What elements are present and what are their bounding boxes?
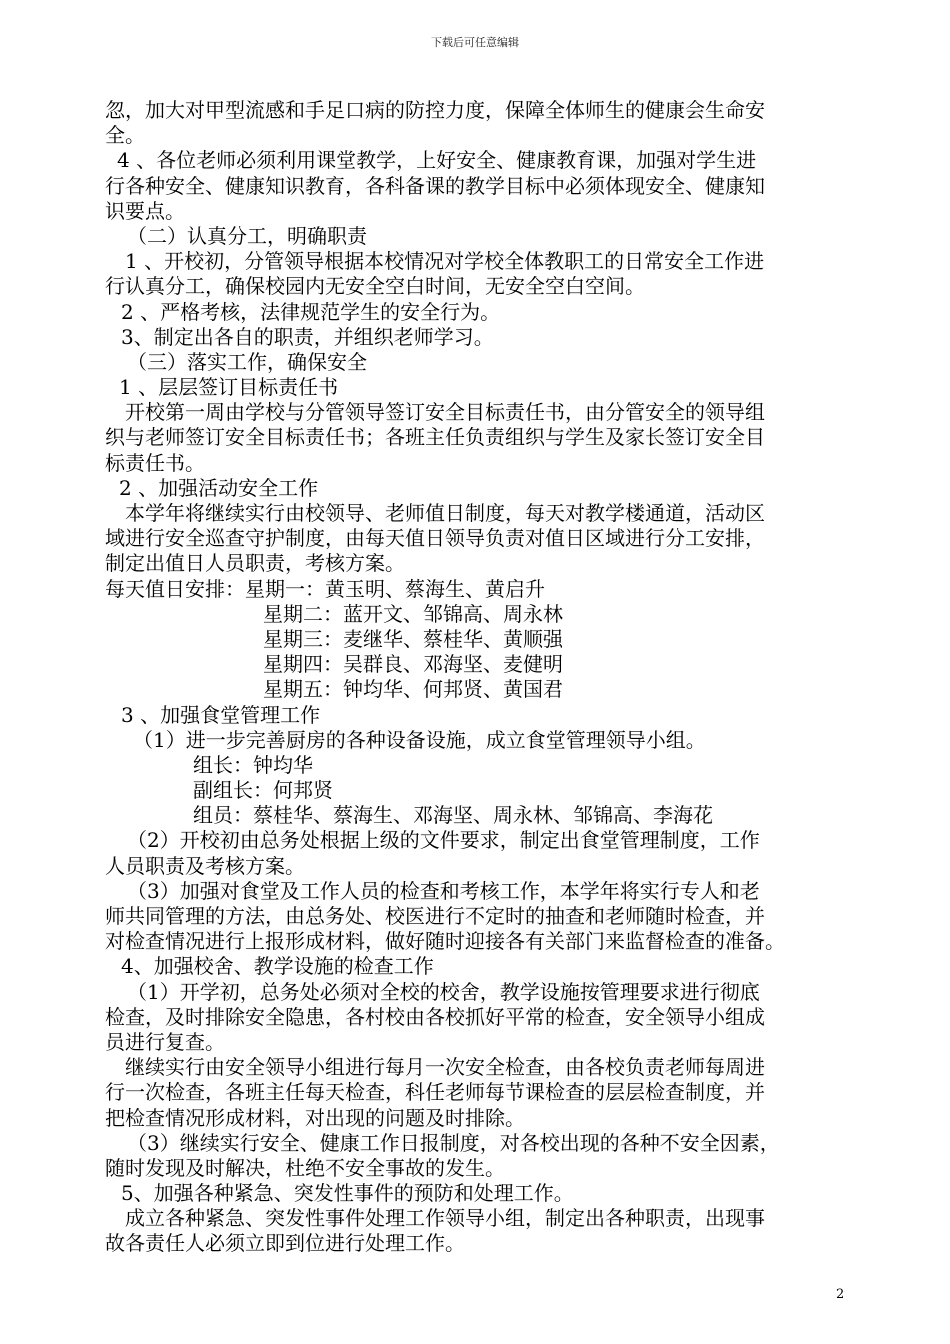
document-body	[105, 98, 853, 1257]
text-line: 行各种安全、健康知识教育，各科备课的教学目标中必须体现安全、健康知	[105, 173, 765, 198]
text-line: 4 、各位老师必须利用课堂教学，上好安全、健康教育课，加强对学生进	[117, 148, 757, 173]
text-line: 师共同管理的方法，由总务处、校医进行不定时的抽查和老师随时检查，并	[105, 904, 765, 928]
page-header: 下载后可任意编辑	[431, 36, 519, 49]
text-line: 标责任书。	[105, 450, 205, 475]
text-line: （1）进一步完善厨房的各种设备设施，成立食堂管理领导小组。	[133, 727, 706, 752]
text-line: 星期四：吴群良、邓海坚、麦健明	[263, 652, 563, 677]
text-line: 员进行复查。	[105, 1029, 225, 1054]
text-line: 每天值日安排：星期一：黄玉明、蔡海生、黄启升	[105, 576, 545, 601]
text-line: 域进行安全巡查守护制度，由每天值日领导负责对值日区域进行分工安排，	[105, 526, 765, 551]
text-line: 5、加强各种紧急、突发性事件的预防和处理工作。	[121, 1181, 574, 1206]
text-line: 成立各种紧急、突发性事件处理工作领导小组，制定出各种职责，出现事	[125, 1206, 765, 1231]
text-line: （1）开学初，总务处必须对全校的校舍，教学设施按管理要求进行彻底	[127, 979, 760, 1004]
text-line: 星期五：钟均华、何邦贤、黄国君	[263, 677, 563, 702]
text-line: 故各责任人必须立即到位进行处理工作。	[105, 1231, 465, 1256]
text-line: （三）落实工作，确保安全	[127, 349, 367, 374]
text-line: 星期二：蓝开文、邹锦高、周永林	[263, 601, 563, 626]
text-line: 开校第一周由学校与分管领导签订安全目标责任书，由分管安全的领导组	[125, 400, 765, 425]
text-line: 2 、严格考核，法律规范学生的安全行为。	[121, 299, 501, 324]
text-line: 星期三：麦继华、蔡桂华、黄顺强	[263, 626, 563, 651]
text-line: （2）开校初由总务处根据上级的文件要求，制定出食堂管理制度，工作	[127, 828, 760, 853]
text-line: 3 、加强食堂管理工作	[121, 702, 321, 727]
text-line: 忽，加大对甲型流感和手足口病的防控力度，保障全体师生的健康会生命安	[105, 98, 765, 122]
text-line: 副组长：何邦贤	[193, 778, 333, 803]
text-line: 识要点。	[105, 198, 185, 223]
text-line: （二）认真分工，明确职责	[127, 223, 367, 248]
text-line: 全。	[105, 123, 145, 148]
text-line: 2 、加强活动安全工作	[119, 475, 319, 500]
text-line: 组长：钟均华	[193, 752, 313, 777]
text-line: 组员：蔡桂华、蔡海生、邓海坚、周永林、邹锦高、李海花	[193, 803, 713, 828]
text-line: 行一次检查，各班主任每天检查，科任老师每节课检查的层层检查制度，并	[105, 1080, 765, 1105]
text-line: 织与老师签订安全目标责任书；各班主任负责组织与学生及家长签订安全目	[105, 425, 765, 450]
text-line: 本学年将继续实行由校领导、老师值日制度，每天对教学楼通道，活动区	[125, 501, 765, 525]
page-number: 2	[836, 1287, 845, 1302]
text-line: （3）继续实行安全、健康工作日报制度，对各校出现的各种不安全因素，	[127, 1130, 780, 1155]
text-line: 制定出值日人员职责，考核方案。	[105, 551, 405, 576]
text-line: 人员职责及考核方案。	[105, 853, 305, 878]
text-line: 把检查情况形成材料，对出现的问题及时排除。	[105, 1105, 525, 1130]
text-line: 4、加强校舍、教学设施的检查工作	[121, 954, 434, 979]
text-line: （3）加强对食堂及工作人员的检查和考核工作，本学年将实行专人和老	[127, 878, 760, 903]
text-line: 行认真分工，确保校园内无安全空白时间，无安全空白空间。	[105, 274, 645, 299]
text-line: 对检查情况进行上报形成材料，做好随时迎接各有关部门来监督检查的准备。	[105, 929, 785, 954]
text-line: 继续实行由安全领导小组进行每月一次安全检查，由各校负责老师每周进	[125, 1055, 765, 1080]
text-line: 3、制定出各自的职责，并组织老师学习。	[121, 324, 494, 349]
text-line: 1 、开校初，分管领导根据本校情况对学校全体教职工的日常安全工作进	[125, 249, 765, 274]
text-line: 检查，及时排除安全隐患，各村校由各校抓好平常的检查，安全领导小组成	[105, 1004, 765, 1029]
text-line: 1 、层层签订目标责任书	[119, 375, 339, 400]
text-line: 随时发现及时解决，杜绝不安全事故的发生。	[105, 1155, 505, 1180]
